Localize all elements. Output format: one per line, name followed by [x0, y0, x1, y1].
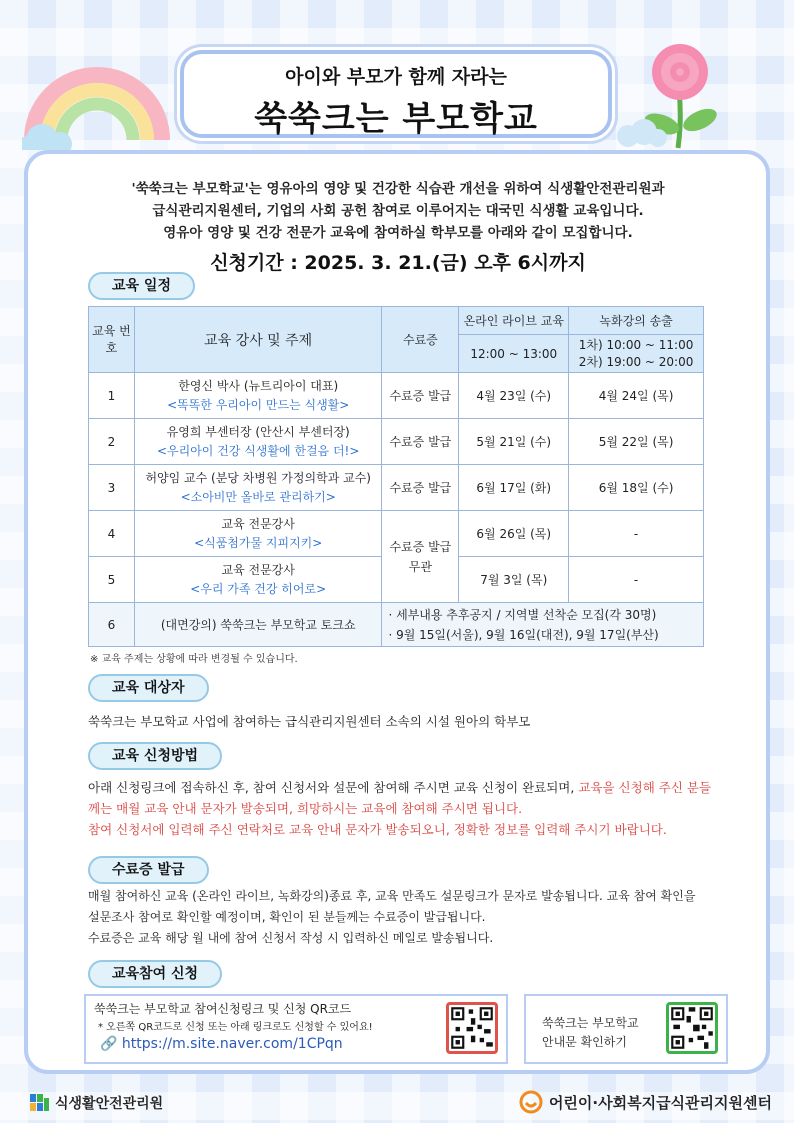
guide-line: 안내문 확인하기	[542, 1035, 627, 1049]
row-number: 6	[89, 603, 135, 647]
application-deadline: 신청기간 : 2025. 3. 21.(금) 오후 6시까지	[210, 252, 586, 274]
footer-logo-left	[30, 1093, 163, 1113]
guide-box	[524, 994, 728, 1064]
certificate-line: 매월 참여하신 교육 (온라인 라이브, 녹화강의)종료 후, 교육 만족도 설문링크가 문자로 발송됩니다. 교육 참여 확인을	[88, 889, 696, 903]
intro-line: '쑥쑥크는 부모학교'는 영유아의 영양 및 건강한 식습관 개선을 위하여 식생활안전관리원과	[131, 181, 665, 197]
apply-heading: 교육 신청방법	[88, 742, 222, 770]
replay-time-1: 1차) 10:00 ~ 11:00	[578, 337, 694, 352]
row-topic	[134, 557, 382, 603]
footer-left-text: 식생활안전관리원	[55, 1096, 164, 1112]
topic: <우리 가족 건강 히어로>	[190, 581, 327, 596]
row-cert: 수료증 발급	[382, 419, 459, 465]
header-cert: 수료증	[382, 307, 459, 373]
row-live-date: 6월 26일 (목)	[459, 511, 569, 557]
header-replay-times	[569, 335, 704, 373]
row-number: 4	[89, 511, 135, 557]
row-replay-date: 6월 18일 (수)	[569, 465, 704, 511]
detail-line: · 세부내용 추후공지 / 지역별 선착순 모집(각 30명)	[388, 607, 657, 622]
row-number: 1	[89, 373, 135, 419]
intro-text	[48, 178, 748, 244]
page-subtitle: 아이와 부모가 함께 자라는	[285, 66, 507, 88]
certificate-line: 설문조사 참여로 확인할 예정이며, 확인이 된 분들께는 수료증이 발급됩니다.	[88, 910, 486, 924]
row-replay-date: -	[569, 511, 704, 557]
guide-text	[542, 1014, 639, 1052]
apply-line: 참여 신청서에 입력해 주신 연락처로 교육 안내 문자가 발송되오니, 정확한 정보를 입력해 주시기 바랍니다.	[88, 822, 667, 837]
participation-heading: 교육참여 신청	[88, 960, 222, 988]
table-row	[89, 373, 704, 419]
certificate-line: 수료증은 교육 해당 월 내에 참여 신청서 작성 시 입력하신 메일로 발송됩니다.	[88, 931, 494, 945]
apply-line: 께는 매월 교육 안내 문자가 발송되며, 희망하시는 교육에 참여해 주시면 됩니다.	[88, 801, 523, 816]
target-heading: 교육 대상자	[88, 674, 209, 702]
application-link[interactable]	[100, 1036, 343, 1052]
footer-logo-right	[519, 1090, 772, 1114]
row-number: 5	[89, 557, 135, 603]
intro-line: 영유아 영양 및 건강 전문가 교육에 참여하실 학부모를 아래와 같이 모집합니다.	[163, 225, 633, 241]
row-cert: 수료증 발급	[382, 465, 459, 511]
speaker: 교육 전문강사	[221, 516, 295, 531]
header-replay: 녹화강의 송출	[569, 307, 704, 335]
header-topic: 교육 강사 및 주제	[134, 307, 382, 373]
schedule-table	[88, 306, 704, 647]
speaker: 유영희 부센터장 (안산시 부센터장)	[166, 424, 350, 439]
speaker: 교육 전문강사	[221, 562, 295, 577]
target-text: 쑥쑥크는 부모학교 사업에 참여하는 급식관리지원센터 소속의 시설 원아의 학부모	[88, 714, 531, 729]
topic: <식품첨가물 지피지키>	[194, 535, 323, 550]
table-row	[89, 465, 704, 511]
application-qr-code[interactable]	[446, 1002, 498, 1054]
row-topic: (대면강의) 쑥쑥크는 부모학교 토크쇼	[134, 603, 382, 647]
row-number: 2	[89, 419, 135, 465]
row-cert: 수료증 발급	[382, 373, 459, 419]
speaker: 한영신 박사 (뉴트리아이 대표)	[178, 378, 339, 393]
link-text[interactable]: https://m.site.naver.com/1CPqn	[121, 1036, 343, 1052]
link-icon: 🔗	[100, 1036, 118, 1052]
topic: <똑똑한 우리아이 만드는 식생활>	[167, 397, 350, 412]
speaker: 허양임 교수 (분당 차병원 가정의학과 교수)	[145, 470, 371, 485]
cert-line: 무관	[408, 559, 432, 574]
schedule-heading: 교육 일정	[88, 272, 195, 300]
schedule-note: ※ 교육 주제는 상황에 따라 변경될 수 있습니다.	[90, 654, 298, 665]
row-number: 3	[89, 465, 135, 511]
row-live-date: 6월 17일 (화)	[459, 465, 569, 511]
title-box	[180, 50, 612, 138]
row-details	[382, 603, 704, 647]
row-topic	[134, 419, 382, 465]
table-row	[89, 419, 704, 465]
guide-line: 쑥쑥크는 부모학교	[542, 1016, 639, 1030]
topic: <소아비만 올바로 관리하기>	[180, 489, 336, 504]
row-replay-date: -	[569, 557, 704, 603]
rainbow-decoration	[22, 40, 172, 150]
cert-line: 수료증 발급	[389, 539, 452, 554]
agency-logo-icon	[30, 1094, 50, 1112]
topic: <우리아이 건강 식생활에 한걸음 더!>	[156, 443, 360, 458]
guide-qr-code[interactable]	[666, 1002, 718, 1054]
page-title: 쑥쑥크는 부모학교	[254, 99, 538, 139]
table-row	[89, 511, 704, 557]
row-live-date: 7월 3일 (목)	[459, 557, 569, 603]
header-live: 온라인 라이브 교육	[459, 307, 569, 335]
intro-line: 급식관리지원센터, 기업의 사회 공헌 참여로 이루어지는 대국민 식생활 교육입니다.	[152, 203, 644, 219]
row-live-date: 5월 21일 (수)	[459, 419, 569, 465]
row-live-date: 4월 23일 (수)	[459, 373, 569, 419]
link-box-title: 쑥쑥크는 부모학교 참여신청링크 및 신청 QR코드	[94, 1002, 352, 1016]
header-live-time: 12:00 ~ 13:00	[459, 335, 569, 373]
cloud-decoration	[610, 118, 670, 148]
row-topic	[134, 373, 382, 419]
link-box-note: * 오른쪽 QR코드로 신청 또는 아래 링크로도 신청할 수 있어요!	[98, 1022, 373, 1033]
center-logo-icon	[519, 1090, 543, 1114]
row-cert-merged	[382, 511, 459, 603]
table-row	[89, 603, 704, 647]
apply-text	[88, 777, 748, 840]
row-topic	[134, 511, 382, 557]
application-link-box	[84, 994, 508, 1064]
certificate-text	[88, 886, 768, 949]
row-replay-date: 4월 24일 (목)	[569, 373, 704, 419]
replay-time-2: 2차) 19:00 ~ 20:00	[578, 354, 694, 369]
main-panel	[24, 150, 770, 1074]
row-topic	[134, 465, 382, 511]
apply-line: 아래 신청링크에 접속하신 후, 참여 신청서와 설문에 참여해 주시면 교육 신청이 완료되며, 교육을 신청해 주신 분들	[88, 780, 712, 795]
detail-line: · 9월 15일(서울), 9월 16일(대전), 9월 17일(부산)	[388, 627, 659, 642]
footer-right-text: 어린이·사회복지급식관리지원센터	[548, 1093, 772, 1112]
header-number: 교육 번호	[89, 307, 135, 373]
row-replay-date: 5월 22일 (목)	[569, 419, 704, 465]
certificate-heading: 수료증 발급	[88, 856, 209, 884]
